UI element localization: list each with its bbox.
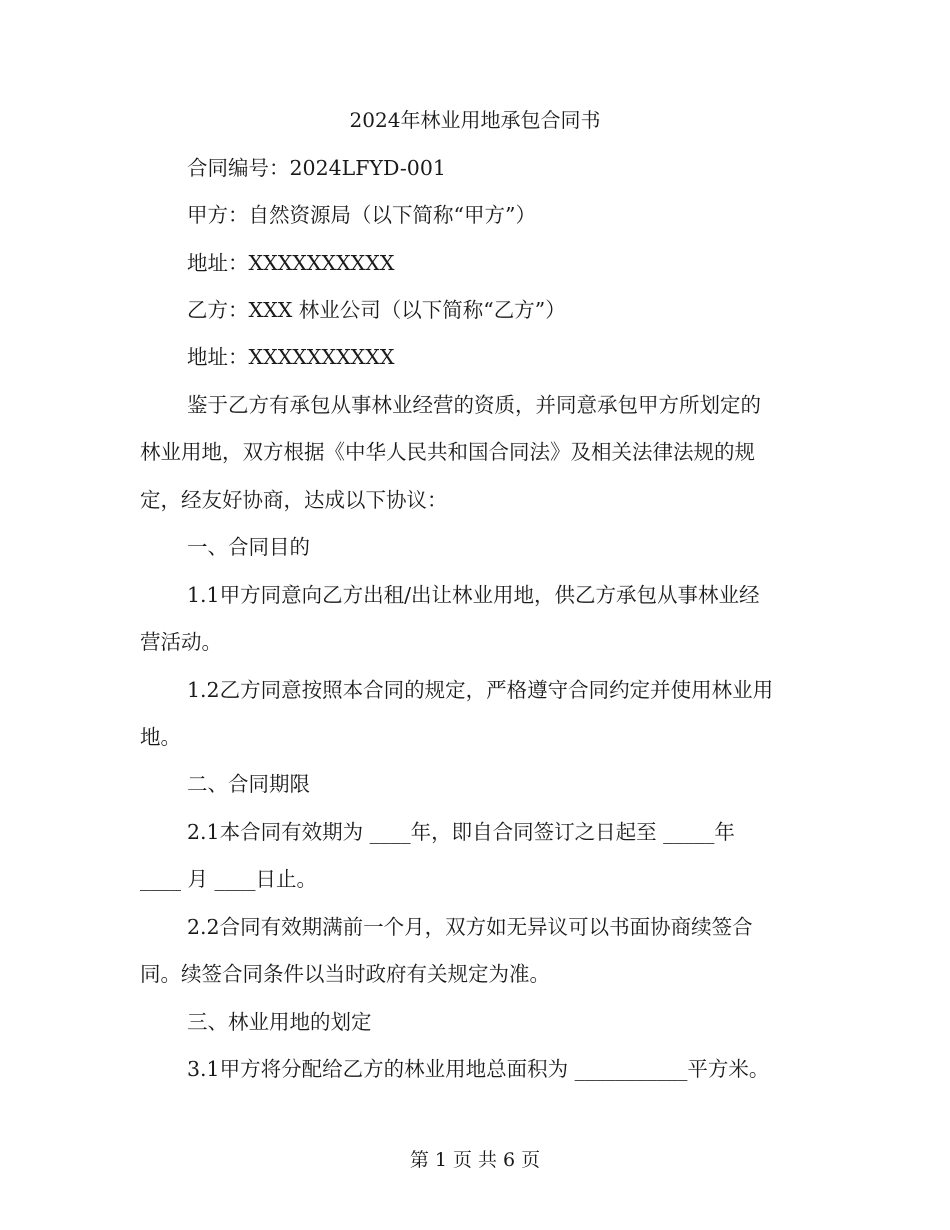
section-heading-term: 二、合同期限 [187, 772, 310, 796]
clause-2-2-line: 同。续签合同条件以当时政府有关规定为准。 [140, 962, 550, 986]
clause-2-1-line: 2.1本合同有效期为 ____年，即自合同签订之日起至 _____年 [187, 820, 735, 844]
preamble-line: 定，经友好协商，达成以下协议： [140, 488, 448, 512]
clause-2-1-line: ____ 月 ____日止。 [140, 867, 318, 891]
section-heading-purpose: 一、合同目的 [187, 535, 310, 559]
contract-title: 2024年林业用地承包合同书 [349, 108, 601, 132]
clause-1-2-line: 1.2乙方同意按照本合同的规定，严格遵守合同约定并使用林业用 [187, 678, 774, 702]
party-a: 甲方：自然资源局（以下简称“甲方”） [187, 203, 536, 227]
clause-1-2-line: 地。 [140, 725, 181, 749]
preamble-line: 林业用地，双方根据《中华人民共和国合同法》及相关法律法规的规 [140, 440, 755, 464]
clause-1-1-line: 营活动。 [140, 630, 222, 654]
contract-number: 合同编号：2024LFYD-001 [187, 156, 446, 180]
clause-2-2-line: 2.2合同有效期满前一个月，双方如无异议可以书面协商续签合 [187, 915, 753, 939]
clause-1-1-line: 1.1甲方同意向乙方出租/出让林业用地，供乙方承包从事林业经 [187, 583, 760, 607]
section-heading-land: 三、林业用地的划定 [187, 1010, 372, 1034]
preamble-line: 鉴于乙方有承包从事林业经营的资质，并同意承包甲方所划定的 [187, 393, 761, 417]
page-indicator: 第 1 页 共 6 页 [409, 1149, 541, 1171]
party-b-address: 地址：XXXXXXXXXX [187, 345, 395, 369]
party-b: 乙方：XXX 林业公司（以下简称“乙方”） [187, 298, 566, 322]
party-a-address: 地址：XXXXXXXXXX [187, 251, 395, 275]
clause-3-1-line: 3.1甲方将分配给乙方的林业用地总面积为 ___________平方米。 [187, 1057, 770, 1081]
